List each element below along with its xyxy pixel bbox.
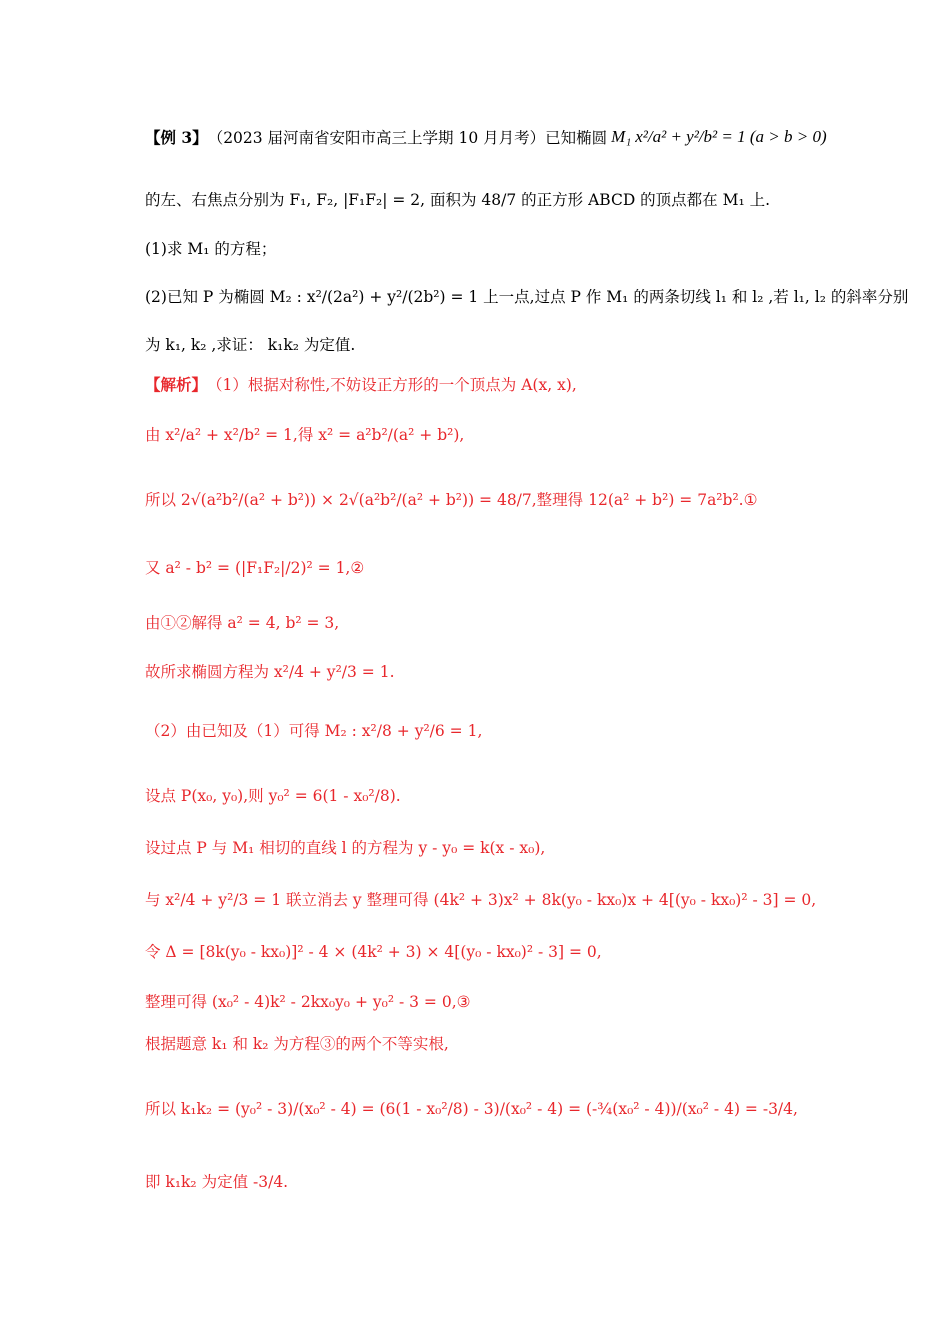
solution-line-2: 由 x²/a² + x²/b² = 1,得 x² = a²b²/(a² + b²), [145,426,465,444]
ellipse-m1-label: M₁ [611,127,632,146]
question-2-part-b: 为 k₁, k₂ ,求证： k₁k₂ 为定值. [145,336,356,354]
problem-intro: 已知椭圆 [545,129,608,147]
question-2-part-a: (2)已知 P 为椭圆 M₂ : x²/(2a²) + y²/(2b²) = 1 上一点,过点 P 作 M₁ 的两条切线 l₁ 和 l₂ ,若 l₁, l₂ 的斜率分别 [145,288,909,306]
solution-line-3: 所以 2√(a²b²/(a² + b²)) × 2√(a²b²/(a² + b²)) = 48/7,整理得 12(a² + b²) = 7a²b².① [145,491,758,509]
solution-line-7: （2）由已知及（1）可得 M₂ : x²/8 + y²/6 = 1, [145,722,483,740]
solution-line-15: 即 k₁k₂ 为定值 -3/4. [145,1173,289,1191]
solution-line-4: 又 a² - b² = (|F₁F₂|/2)² = 1,② [145,559,365,577]
solution-line-11: 令 Δ = [8k(y₀ - kx₀)]² - 4 × (4k² + 3) × 4[(y₀ - kx₀)² - 3] = 0, [145,943,602,961]
solution-line-9: 设过点 P 与 M₁ 相切的直线 l 的方程为 y - y₀ = k(x - x₀), [145,839,546,857]
problem-line-1 [145,126,825,148]
solution-step-text: （1）根据对称性,不妨设正方形的一个顶点为 A(x, x), [207,376,577,394]
problem-source: （2023 届河南省安阳市高三上学期 10 月月考） [207,129,546,147]
solution-label: 【解析】 [145,375,208,394]
question-1: (1)求 M₁ 的方程； [145,240,277,258]
ellipse-m1-equation: x²/a² + y²/b² = 1 (a > b > 0) [635,127,827,146]
problem-line-2: 的左、右焦点分别为 F₁, F₂, |F₁F₂| = 2, 面积为 48/7 的正方形 ABCD 的顶点都在 M₁ 上. [145,191,771,209]
solution-line-14: 所以 k₁k₂ = (y₀² - 3)/(x₀² - 4) = (6(1 - x₀²/8) - 3)/(x₀² - 4) = (-¾(x₀² - 4))/(x₀² - 4) = -3/4, [145,1100,798,1118]
example-header: 【例 3】 [145,128,208,147]
solution-line-12: 整理可得 (x₀² - 4)k² - 2kx₀y₀ + y₀² - 3 = 0,③ [145,993,471,1011]
solution-line-10: 与 x²/4 + y²/3 = 1 联立消去 y 整理可得 (4k² + 3)x² + 8k(y₀ - kx₀)x + 4[(y₀ - kx₀)² - 3] = 0, [145,891,817,909]
solution-line-5: 由①②解得 a² = 4, b² = 3, [145,614,340,632]
solution-line-6: 故所求椭圆方程为 x²/4 + y²/3 = 1. [145,663,395,681]
solution-line-1 [145,373,825,395]
solution-line-13: 根据题意 k₁ 和 k₂ 为方程③的两个不等实根, [145,1035,449,1053]
solution-line-8: 设点 P(x₀, y₀),则 y₀² = 6(1 - x₀²/8). [145,787,401,805]
